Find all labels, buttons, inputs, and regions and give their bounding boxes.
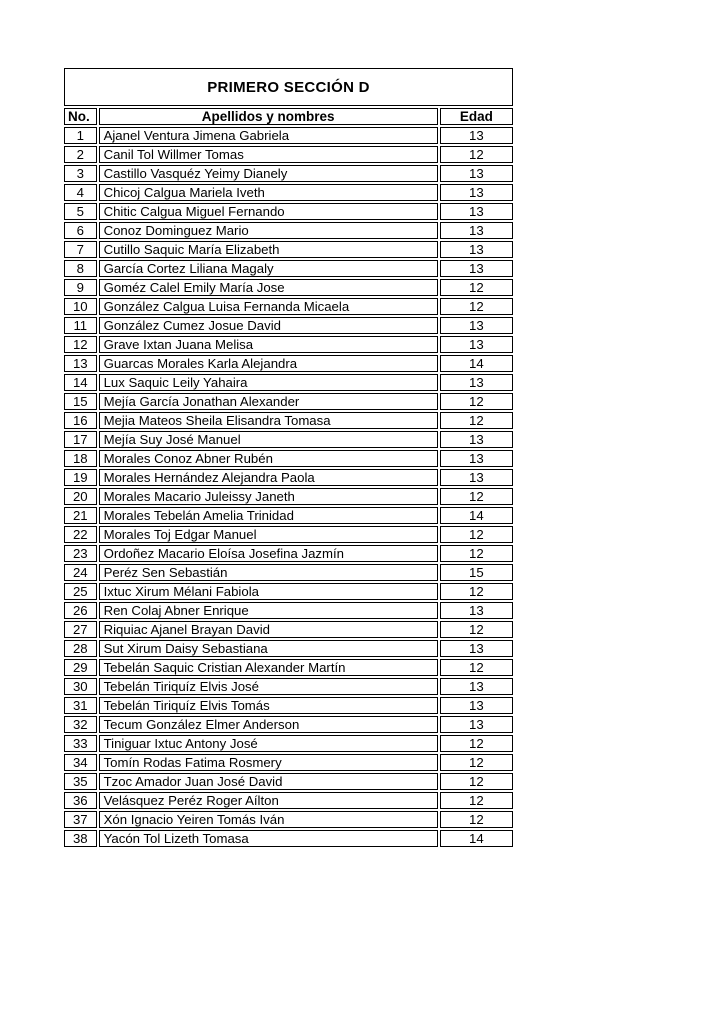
row-no-cell: 33	[64, 735, 97, 752]
table-row	[64, 697, 513, 714]
column-header-age: Edad	[440, 108, 513, 125]
row-name-cell: Morales Toj Edgar Manuel	[99, 526, 438, 543]
row-age-cell: 12	[440, 279, 513, 296]
table-row	[64, 298, 513, 315]
row-name-cell: Morales Hernández Alejandra Paola	[99, 469, 438, 486]
row-no-cell: 20	[64, 488, 97, 505]
row-name-cell: Morales Conoz Abner Rubén	[99, 450, 438, 467]
row-no-cell: 19	[64, 469, 97, 486]
table-row	[64, 412, 513, 429]
row-age-cell: 12	[440, 773, 513, 790]
table-row	[64, 792, 513, 809]
row-age-cell: 15	[440, 564, 513, 581]
row-no-cell: 5	[64, 203, 97, 220]
row-no-cell: 11	[64, 317, 97, 334]
row-no-cell: 24	[64, 564, 97, 581]
table-row	[64, 583, 513, 600]
row-name-cell: Velásquez Peréz Roger Aílton	[99, 792, 438, 809]
table-row	[64, 830, 513, 847]
row-no-cell: 31	[64, 697, 97, 714]
column-header-no: No.	[64, 108, 97, 125]
row-age-cell: 12	[440, 659, 513, 676]
row-no-cell: 32	[64, 716, 97, 733]
row-age-cell: 13	[440, 165, 513, 182]
table-row	[64, 811, 513, 828]
row-no-cell: 1	[64, 127, 97, 144]
row-no-cell: 27	[64, 621, 97, 638]
row-age-cell: 13	[440, 602, 513, 619]
row-age-cell: 13	[440, 450, 513, 467]
row-name-cell: Xón Ignacio Yeiren Tomás Iván	[99, 811, 438, 828]
row-age-cell: 12	[440, 545, 513, 562]
row-name-cell: Yacón Tol Lizeth Tomasa	[99, 830, 438, 847]
row-no-cell: 17	[64, 431, 97, 448]
row-age-cell: 13	[440, 317, 513, 334]
table-row	[64, 735, 513, 752]
row-age-cell: 13	[440, 716, 513, 733]
row-name-cell: Morales Tebelán Amelia Trinidad	[99, 507, 438, 524]
row-age-cell: 12	[440, 298, 513, 315]
table-row	[64, 621, 513, 638]
row-age-cell: 13	[440, 260, 513, 277]
table-row	[64, 279, 513, 296]
row-no-cell: 34	[64, 754, 97, 771]
row-name-cell: Castillo Vasquéz Yeimy Dianely	[99, 165, 438, 182]
row-name-cell: Tebelán Tiriquíz Elvis Tomás	[99, 697, 438, 714]
row-age-cell: 12	[440, 526, 513, 543]
row-age-cell: 12	[440, 792, 513, 809]
table-row	[64, 393, 513, 410]
row-name-cell: Tiniguar Ixtuc Antony José	[99, 735, 438, 752]
row-name-cell: Lux Saquic Leily Yahaira	[99, 374, 438, 391]
row-no-cell: 30	[64, 678, 97, 695]
table-row	[64, 127, 513, 144]
row-no-cell: 2	[64, 146, 97, 163]
table-row	[64, 659, 513, 676]
row-age-cell: 13	[440, 203, 513, 220]
table-row	[64, 678, 513, 695]
row-age-cell: 14	[440, 830, 513, 847]
table-row	[64, 469, 513, 486]
table-row	[64, 260, 513, 277]
table-body	[64, 127, 513, 847]
row-no-cell: 21	[64, 507, 97, 524]
row-name-cell: Ordoñez Macario Eloísa Josefina Jazmín	[99, 545, 438, 562]
row-age-cell: 13	[440, 678, 513, 695]
row-age-cell: 12	[440, 735, 513, 752]
row-no-cell: 10	[64, 298, 97, 315]
row-no-cell: 36	[64, 792, 97, 809]
row-age-cell: 14	[440, 507, 513, 524]
table-row	[64, 564, 513, 581]
table-row	[64, 336, 513, 353]
row-name-cell: Morales Macario Juleissy Janeth	[99, 488, 438, 505]
row-age-cell: 13	[440, 640, 513, 657]
row-name-cell: Chicoj Calgua Mariela Iveth	[99, 184, 438, 201]
table-row	[64, 640, 513, 657]
row-name-cell: Peréz Sen Sebastián	[99, 564, 438, 581]
table-row	[64, 450, 513, 467]
row-name-cell: González Calgua Luisa Fernanda Micaela	[99, 298, 438, 315]
row-age-cell: 12	[440, 412, 513, 429]
row-name-cell: Mejía García Jonathan Alexander	[99, 393, 438, 410]
row-no-cell: 25	[64, 583, 97, 600]
table-row	[64, 203, 513, 220]
row-name-cell: Ixtuc Xirum Mélani Fabiola	[99, 583, 438, 600]
column-header-name: Apellidos y nombres	[99, 108, 438, 125]
row-age-cell: 13	[440, 222, 513, 239]
row-name-cell: Tecum González Elmer Anderson	[99, 716, 438, 733]
row-age-cell: 14	[440, 355, 513, 372]
row-name-cell: Canil Tol Willmer Tomas	[99, 146, 438, 163]
table-row	[64, 355, 513, 372]
row-age-cell: 12	[440, 146, 513, 163]
row-age-cell: 12	[440, 621, 513, 638]
row-no-cell: 4	[64, 184, 97, 201]
table-row	[64, 602, 513, 619]
table-row	[64, 165, 513, 182]
header-row	[64, 108, 513, 125]
row-no-cell: 14	[64, 374, 97, 391]
table-row	[64, 545, 513, 562]
table-row	[64, 222, 513, 239]
row-name-cell: Goméz Calel Emily María Jose	[99, 279, 438, 296]
table-row	[64, 146, 513, 163]
row-no-cell: 7	[64, 241, 97, 258]
row-age-cell: 13	[440, 469, 513, 486]
row-no-cell: 3	[64, 165, 97, 182]
row-no-cell: 16	[64, 412, 97, 429]
row-no-cell: 38	[64, 830, 97, 847]
row-no-cell: 15	[64, 393, 97, 410]
row-no-cell: 26	[64, 602, 97, 619]
table-row	[64, 488, 513, 505]
row-age-cell: 13	[440, 127, 513, 144]
row-no-cell: 23	[64, 545, 97, 562]
row-name-cell: Tebelán Tiriquíz Elvis José	[99, 678, 438, 695]
row-name-cell: Sut Xirum Daisy Sebastiana	[99, 640, 438, 657]
row-name-cell: Tomín Rodas Fatima Rosmery	[99, 754, 438, 771]
table-row	[64, 431, 513, 448]
row-name-cell: Riquiac Ajanel Brayan David	[99, 621, 438, 638]
row-age-cell: 13	[440, 336, 513, 353]
row-age-cell: 12	[440, 393, 513, 410]
table-row	[64, 241, 513, 258]
row-name-cell: Tzoc Amador Juan José David	[99, 773, 438, 790]
row-age-cell: 13	[440, 374, 513, 391]
row-name-cell: Cutillo Saquic María Elizabeth	[99, 241, 438, 258]
row-age-cell: 12	[440, 811, 513, 828]
row-age-cell: 13	[440, 431, 513, 448]
row-no-cell: 13	[64, 355, 97, 372]
row-age-cell: 12	[440, 488, 513, 505]
row-name-cell: Tebelán Saquic Cristian Alexander Martín	[99, 659, 438, 676]
row-no-cell: 29	[64, 659, 97, 676]
page-title: PRIMERO SECCIÓN D	[64, 68, 513, 106]
row-name-cell: Mejía Suy José Manuel	[99, 431, 438, 448]
row-name-cell: Ajanel Ventura Jimena Gabriela	[99, 127, 438, 144]
table-row	[64, 507, 513, 524]
table-row	[64, 773, 513, 790]
row-name-cell: González Cumez Josue David	[99, 317, 438, 334]
table-row	[64, 184, 513, 201]
row-no-cell: 35	[64, 773, 97, 790]
row-age-cell: 12	[440, 754, 513, 771]
row-no-cell: 12	[64, 336, 97, 353]
row-name-cell: Guarcas Morales Karla Alejandra	[99, 355, 438, 372]
row-no-cell: 28	[64, 640, 97, 657]
table-row	[64, 374, 513, 391]
row-name-cell: García Cortez Liliana Magaly	[99, 260, 438, 277]
row-no-cell: 18	[64, 450, 97, 467]
row-age-cell: 13	[440, 184, 513, 201]
row-age-cell: 13	[440, 241, 513, 258]
table-row	[64, 754, 513, 771]
title-row	[64, 68, 513, 106]
row-no-cell: 37	[64, 811, 97, 828]
row-age-cell: 12	[440, 583, 513, 600]
student-roster-table	[62, 66, 515, 849]
row-no-cell: 6	[64, 222, 97, 239]
row-name-cell: Grave Ixtan Juana Melisa	[99, 336, 438, 353]
row-no-cell: 22	[64, 526, 97, 543]
row-name-cell: Chitic Calgua Miguel Fernando	[99, 203, 438, 220]
table-row	[64, 716, 513, 733]
table-row	[64, 317, 513, 334]
row-name-cell: Mejia Mateos Sheila Elisandra Tomasa	[99, 412, 438, 429]
row-age-cell: 13	[440, 697, 513, 714]
row-name-cell: Ren Colaj Abner Enrique	[99, 602, 438, 619]
row-no-cell: 9	[64, 279, 97, 296]
row-no-cell: 8	[64, 260, 97, 277]
row-name-cell: Conoz Dominguez Mario	[99, 222, 438, 239]
table-row	[64, 526, 513, 543]
